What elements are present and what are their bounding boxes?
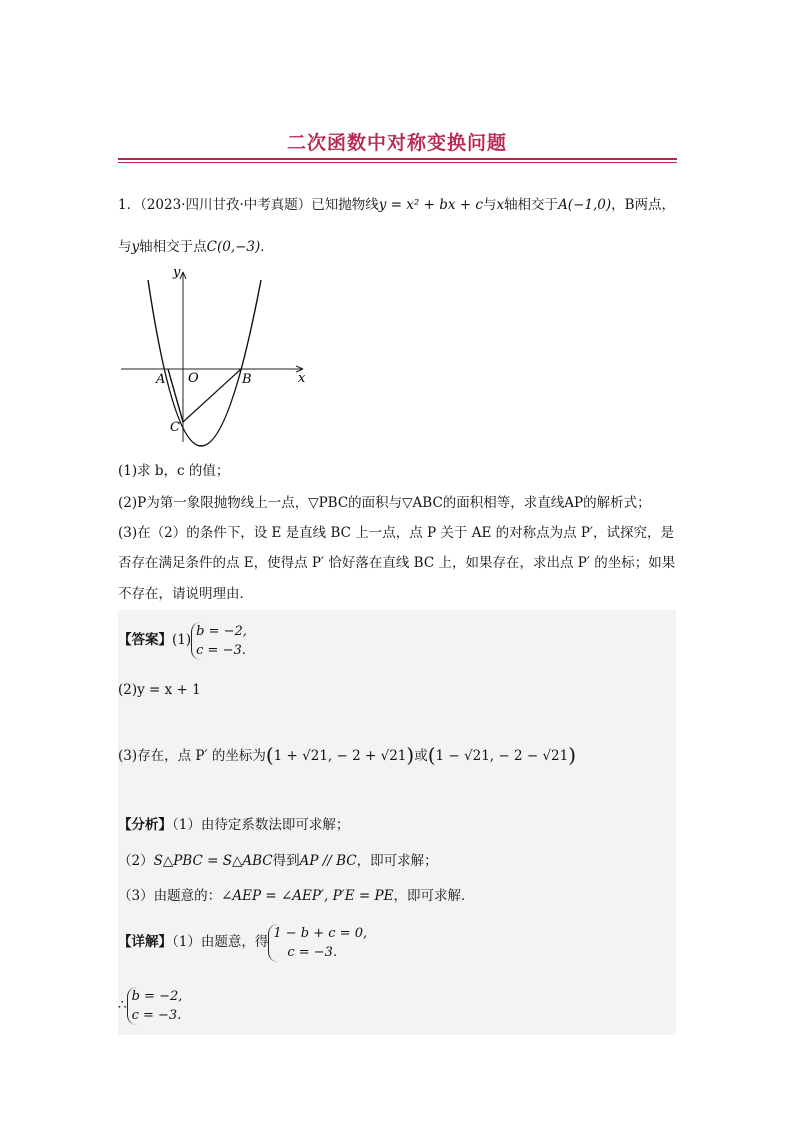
label-c: C <box>170 420 180 435</box>
answer-2: (2)y = x + 1 <box>118 682 201 698</box>
question-3-line-3: 不存在，请说明理由． <box>118 586 253 602</box>
label-x: x <box>298 371 306 386</box>
question-3-line-1: (3)在（2）的条件下，设 E 是直线 BC 上一点，点 P 关于 AE 的对称点为点 P′，试探究，是 <box>118 525 675 541</box>
analysis-3-suffix: ，即可求解． <box>393 888 475 904</box>
point-a: A(−1,0) <box>558 197 612 213</box>
answer-1 <box>118 620 247 660</box>
answer-1-eq-2: c = −3. <box>196 642 246 658</box>
answer-1-eq-1: b = −2, <box>196 623 247 639</box>
answer-3-point-2: 1 − √21, − 2 − √21 <box>435 748 569 764</box>
x-var: x <box>496 197 505 213</box>
analysis-1 <box>118 815 349 835</box>
answer-3-or: 或 <box>414 748 428 764</box>
analysis-3-prefix: （3）由题意的： <box>118 888 222 904</box>
detail-2 <box>118 985 182 1025</box>
therefore-symbol: ∴ <box>118 997 127 1013</box>
answer-1-system <box>191 622 247 660</box>
area-equation: S△PBC = S△ABC <box>153 853 273 869</box>
angle-equation: ∠AEP = ∠AEP′, P′E = PE <box>221 888 394 904</box>
problem-line-2 <box>118 237 274 257</box>
point-c: C(0,−3) <box>206 239 261 255</box>
parabola-equation: y = x² + bx + c <box>378 197 483 213</box>
detail-1-prefix: （1）由题意，得 <box>172 934 269 950</box>
detail-1 <box>118 922 367 962</box>
answer-3-point-1: 1 + √21, − 2 + √21 <box>273 748 407 764</box>
page-title: 二次函数中对称变换问题 <box>286 132 507 154</box>
title-rule-thick <box>118 158 677 160</box>
detail-label: 【详解】 <box>118 934 172 950</box>
detail-2-eq-1: b = −2, <box>131 988 183 1004</box>
paren-open: ( <box>265 743 274 767</box>
text-fragment: 轴相交于点 <box>139 239 207 255</box>
title-rule-thin <box>118 162 677 163</box>
analysis-3 <box>118 886 474 906</box>
paren-close: ) <box>568 743 577 767</box>
text-fragment: 与 <box>482 197 497 213</box>
paren-open: ( <box>427 743 436 767</box>
analysis-2-suffix: ，即可求解； <box>356 853 438 869</box>
question-2: (2)P为第一象限抛物线上一点，▽PBC的面积与▽ABC的面积相等，求直线AP的解析式； <box>118 495 651 511</box>
analysis-2 <box>118 851 438 871</box>
detail-1-system <box>268 924 367 962</box>
y-var: y <box>131 239 140 255</box>
problem-line-1 <box>118 195 675 215</box>
paren-close: ) <box>406 743 415 767</box>
analysis-label: 【分析】 <box>118 817 172 833</box>
analysis-2-prefix: （2） <box>118 853 154 869</box>
parallel-relation: AP // BC <box>299 853 357 869</box>
text-fragment: ，B两点， <box>611 197 676 213</box>
question-3-line-2: 否存在满足条件的点 E，使得点 P′ 恰好落在直线 BC 上，如果存在，求出点 P′ 的坐标；如果 <box>118 555 676 571</box>
label-o: O <box>188 371 199 386</box>
problem-source: 1．（2023·四川甘孜·中考真题）已知抛物线 <box>118 197 379 213</box>
label-a: A <box>156 372 166 387</box>
detail-1-eq-2: c = −3. <box>287 944 338 960</box>
answer-label: 【答案】 <box>118 632 172 648</box>
label-b: B <box>242 372 252 387</box>
label-y: y <box>173 265 181 280</box>
answer-1-prefix: (1) <box>172 632 192 648</box>
answer-3 <box>118 745 576 766</box>
text-fragment: 与 <box>118 239 132 255</box>
detail-2-eq-2: c = −3. <box>131 1007 182 1023</box>
parabola-graph <box>118 262 318 447</box>
segment-ac <box>168 369 183 422</box>
text-fragment: 轴相交于 <box>504 197 559 213</box>
question-1: (1)求 b，c 的值； <box>118 463 230 479</box>
analysis-1-text: （1）由待定系数法即可求解； <box>172 817 350 833</box>
parabola-curve <box>148 280 261 446</box>
answer-3-prefix: (3)存在，点 P′ 的坐标为 <box>118 748 266 764</box>
analysis-2-mid: 得到 <box>272 853 300 869</box>
text-fragment: ． <box>260 239 274 255</box>
detail-1-eq-1: 1 − b + c = 0, <box>273 925 368 941</box>
detail-2-system <box>127 987 183 1025</box>
